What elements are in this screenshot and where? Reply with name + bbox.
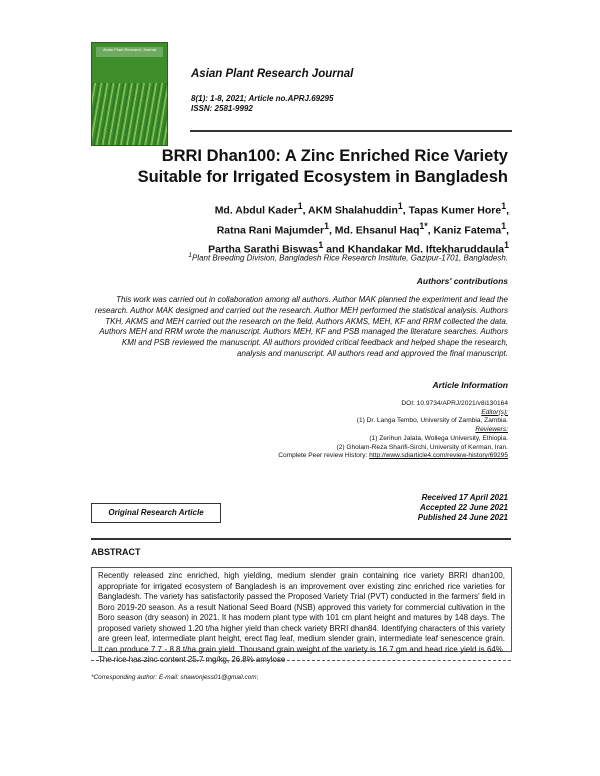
author-name: Md. Abdul Kader bbox=[214, 204, 298, 217]
author-sup: 1 bbox=[501, 201, 507, 211]
review-history-label: Complete Peer review History: bbox=[278, 452, 368, 460]
author-line-1: Md. Abdul Kader$^1$, AKM Shalahuddin$^1$, Tapas Kumer Hore$^1$, bbox=[214, 201, 509, 217]
editors-label: Editor(s): bbox=[481, 408, 508, 416]
author-name: Tapas Kumer Hore bbox=[408, 204, 502, 217]
abstract-heading: ABSTRACT bbox=[91, 547, 141, 557]
section-divider bbox=[91, 538, 511, 540]
issn: ISSN: 2581-9992 bbox=[191, 104, 253, 113]
corresponding-author-footnote: *Corresponding author: E-mail: shawonjess01@gmail.com; bbox=[91, 674, 259, 681]
author-name: Md. Ehsanul Haq bbox=[334, 224, 420, 236]
cover-rice-field-photo bbox=[92, 83, 167, 145]
reviewers-label: Reviewers: bbox=[475, 426, 508, 434]
author-line-2: Ratna Rani Majumder$^1$, Md. Ehsanul Haq$^{1*}$, Kaniz Fatema$^1$, bbox=[216, 220, 509, 236]
contributions-text: This work was carried out in collaboration among all authors. Author MAK planned the experiment and lead the research. Author MAK designed and carried out the research. Author MEH performed the statistical analysis. Authors TKH, AKMS and MEH carried out the research on the field. Authors AKMS, MEH, KF and RRM collected the data. Authors MEH and RRM wrote the manuscript. Authors MEH, KF and PSB managed the literature searches. Authors KMI and PSB reviewed the manuscript. All authors provided critical feedback and helped shape the research, analysis and manuscript. All authors read and approved the final manuscript. bbox=[94, 295, 508, 358]
author-sup: 1 bbox=[324, 220, 329, 231]
author-name: Kaniz Fatema bbox=[433, 224, 502, 236]
article-type-box: Original Research Article bbox=[91, 503, 221, 523]
affiliation bbox=[68, 252, 508, 263]
article-info-heading: Article Information bbox=[432, 380, 508, 390]
review-history bbox=[108, 452, 508, 461]
journal-name: Asian Plant Research Journal bbox=[191, 68, 354, 80]
title-line-2: Suitable for Irrigated Ecosystem in Bangladesh bbox=[137, 168, 508, 186]
author-sup: 1 bbox=[501, 220, 507, 231]
article-title bbox=[88, 146, 508, 188]
contributions-heading: Authors' contributions bbox=[416, 276, 508, 286]
author-sup: 1 bbox=[318, 240, 324, 250]
reviewer-2: (2) Gholam-Reza Sharifi-Sirchi, University of Kerman, Iran. bbox=[336, 443, 508, 451]
date-received: Received 17 April 2021 bbox=[421, 493, 508, 502]
date-published: Published 24 June 2021 bbox=[417, 513, 508, 522]
reviewer-1: (1) Zerihun Jalata, Wollega University, Ethiopia. bbox=[369, 434, 508, 442]
author-and: and bbox=[326, 243, 345, 256]
article-info-block bbox=[108, 400, 508, 461]
author-list bbox=[69, 199, 509, 258]
review-history-link[interactable]: http://www.sdiarticle4.com/review-history/69295 bbox=[369, 452, 508, 460]
affiliation-text: Plant Breeding Division, Bangladesh Rice Research Institute, Gazipur-1701, Bangladesh. bbox=[191, 253, 508, 263]
abstract-text: Recently released zinc enriched, high yielding, medium slender grain containing rice variety BRRI dhan100, appropriate for irrigated ecosystem of Bangladesh is an improvement over existing zinc enriched rice varieties for Bangladesh. The variety has satisfactorily passed the Proposed Variety Trial (PVT) conducted in the farmers' field in Boro 2019-20 season. As a result National Seed Board (NSB) approved this variety for commercial cultivation in the Boro season (dry season) in 2021. It has modern plant type with 101 cm plant height and matures by 148 days. The proposed variety showed 1.20 t/ha higher yield than check variety BRRI dhan84. Identifying characters of this variety are green leaf, intermediate plant height, erect flag leaf, medium slender grain, intermediate leaf senescence grain. It can produce 7.7 - 8.8 t/ha grain yield. Thousand grain weight of the variety is 16.7 gm and head rice yield is 64%. The rice has zinc content 25.7 mg/kg, 26.8% amylose bbox=[91, 567, 512, 652]
journal-cover-image bbox=[91, 42, 168, 146]
header-divider bbox=[190, 130, 512, 132]
footnote-divider bbox=[91, 660, 511, 661]
author-sup: 1 bbox=[397, 201, 403, 211]
publication-dates bbox=[418, 493, 508, 523]
author-sup: 1 bbox=[504, 240, 509, 250]
volume-line: 8(1): 1-8, 2021; Article no.APRJ.69295 bbox=[191, 94, 334, 103]
doi: DOI: 10.9734/APRJ/2021/v8i130164 bbox=[401, 400, 508, 407]
author-name: Khandakar Md. Iftekharuddaula bbox=[347, 243, 505, 256]
title-line-1: BRRI Dhan100: A Zinc Enriched Rice Variety bbox=[161, 147, 508, 165]
date-accepted: Accepted 22 June 2021 bbox=[419, 503, 508, 512]
author-sup: 1 bbox=[297, 201, 303, 211]
author-name: Partha Sarathi Biswas bbox=[208, 243, 319, 256]
editor-1: (1) Dr. Langa Tembo, University of Zambia, Zambia. bbox=[356, 417, 508, 425]
author-name: Ratna Rani Majumder bbox=[216, 224, 325, 236]
author-sup: 1* bbox=[419, 220, 428, 231]
author-name: AKM Shalahuddin bbox=[308, 204, 398, 217]
cover-journal-title: Asian Plant Research Journal bbox=[96, 47, 163, 57]
affiliation-sup: 1 bbox=[188, 252, 192, 259]
